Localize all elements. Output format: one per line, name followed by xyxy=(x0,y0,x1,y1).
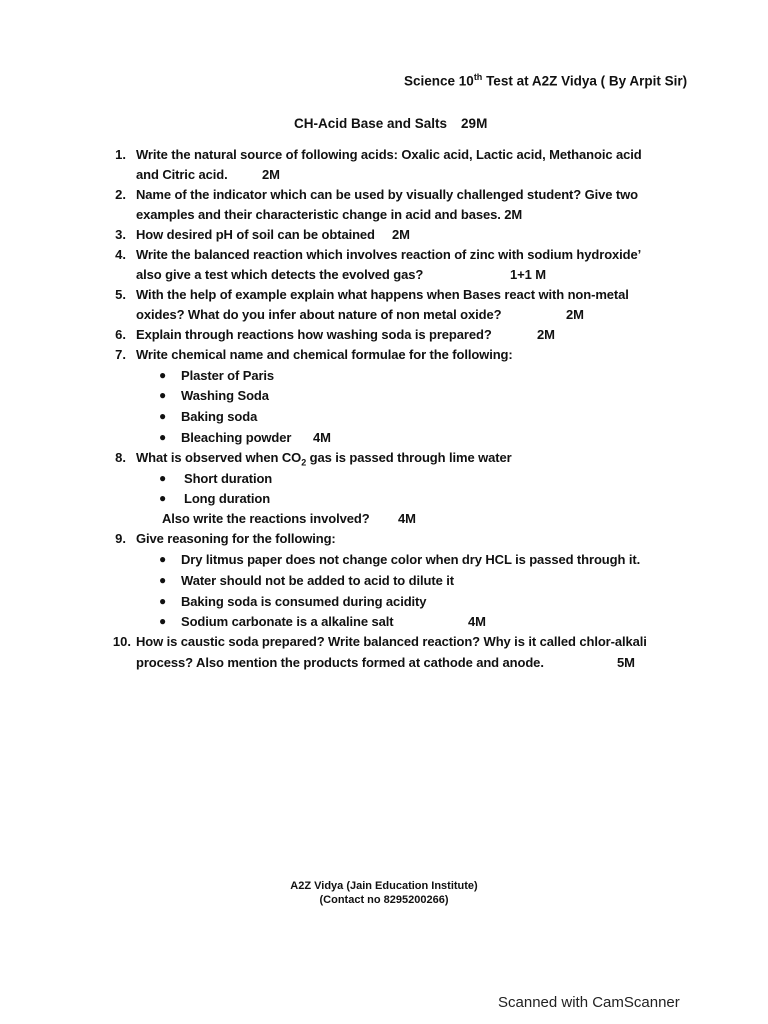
question-marks: 4M xyxy=(313,430,331,445)
test-title xyxy=(404,72,687,89)
question-text: oxides? What do you infer about nature of non metal oxide? xyxy=(136,307,502,322)
subscript: 2 xyxy=(301,457,307,468)
question-text: and Citric acid. xyxy=(136,167,228,182)
bullet-icon: ● xyxy=(159,368,167,382)
question-note: Also write the reactions involved? xyxy=(162,511,370,526)
question-text-part: What is observed when CO xyxy=(136,450,302,465)
question-number: 7. xyxy=(115,347,126,362)
chapter-label: CH-Acid Base and Salts xyxy=(294,116,448,131)
question-marks: 4M xyxy=(398,511,416,526)
question-text: also give a test which detects the evolved gas? xyxy=(136,267,424,282)
question-marks: 2M xyxy=(262,167,280,182)
question-marks: 4M xyxy=(468,614,486,629)
question-text xyxy=(136,450,512,468)
question-number: 10. xyxy=(112,634,131,649)
list-item: Water should not be added to acid to dilute it xyxy=(181,573,454,588)
question-number: 9. xyxy=(115,531,126,546)
title-superscript: th xyxy=(473,72,483,82)
bullet-icon: ● xyxy=(159,594,167,608)
bullet-icon: ● xyxy=(159,409,167,423)
question-marks: 2M xyxy=(537,327,555,342)
list-item: Baking soda is consumed during acidity xyxy=(181,594,427,609)
bullet-icon: ● xyxy=(159,573,167,587)
question-text: Write the natural source of following acids: Oxalic acid, Lactic acid, Methanoic acid xyxy=(136,147,642,162)
question-number: 8. xyxy=(115,450,126,465)
list-item: Bleaching powder xyxy=(181,430,292,445)
bullet-icon: ● xyxy=(159,614,167,628)
list-item: Sodium carbonate is a alkaline salt xyxy=(181,614,394,629)
list-item: Long duration xyxy=(184,491,271,506)
question-number: 5. xyxy=(115,287,126,302)
question-text: examples and their characteristic change in acid and bases. 2M xyxy=(136,207,523,222)
list-item: Short duration xyxy=(184,471,273,486)
list-item: Washing Soda xyxy=(181,388,269,403)
question-marks: 1+1 M xyxy=(510,267,546,282)
scanner-watermark: Scanned with CamScanner xyxy=(498,994,680,1011)
question-number: 1. xyxy=(115,147,126,162)
question-text: How desired pH of soil can be obtained xyxy=(136,227,375,242)
chapter-marks: 29M xyxy=(461,116,488,131)
question-text-part: gas is passed through lime water xyxy=(306,450,512,465)
question-marks: 2M xyxy=(392,227,410,242)
footer-contact: (Contact no 8295200266) xyxy=(319,894,449,906)
question-text: process? Also mention the products formed at cathode and anode. xyxy=(136,655,544,670)
question-text: Name of the indicator which can be used by visually challenged student? Give two xyxy=(136,187,638,202)
title-text-rest: Test at A2Z Vidya ( By Arpit Sir) xyxy=(482,73,688,89)
bullet-icon: ● xyxy=(159,430,167,444)
question-text: With the help of example explain what happens when Bases react with non-metal xyxy=(136,287,629,302)
bullet-icon: ● xyxy=(159,388,167,402)
footer-institute: A2Z Vidya (Jain Education Institute) xyxy=(290,880,478,892)
title-text: Science 10 xyxy=(404,73,474,89)
bullet-icon: ● xyxy=(159,552,167,566)
list-item: Dry litmus paper does not change color when dry HCL is passed through it. xyxy=(181,552,641,567)
list-item: Plaster of Paris xyxy=(181,368,275,383)
question-number: 3. xyxy=(115,227,126,242)
bullet-icon: ● xyxy=(159,491,167,505)
question-number: 6. xyxy=(115,327,126,342)
question-text: Explain through reactions how washing soda is prepared? xyxy=(136,327,492,342)
question-marks: 5M xyxy=(617,655,635,670)
question-marks: 2M xyxy=(566,307,584,322)
question-number: 2. xyxy=(115,187,126,202)
chapter-heading xyxy=(294,116,487,131)
list-item: Baking soda xyxy=(181,409,258,424)
question-text: Write chemical name and chemical formulae for the following: xyxy=(136,347,513,362)
question-text: How is caustic soda prepared? Write balanced reaction? Why is it called chlor-alkali xyxy=(136,634,647,649)
bullet-icon: ● xyxy=(159,471,167,485)
question-text: Give reasoning for the following: xyxy=(136,531,336,546)
question-number: 4. xyxy=(115,247,126,262)
question-text: Write the balanced reaction which involves reaction of zinc with sodium hydroxide’ xyxy=(136,247,642,262)
